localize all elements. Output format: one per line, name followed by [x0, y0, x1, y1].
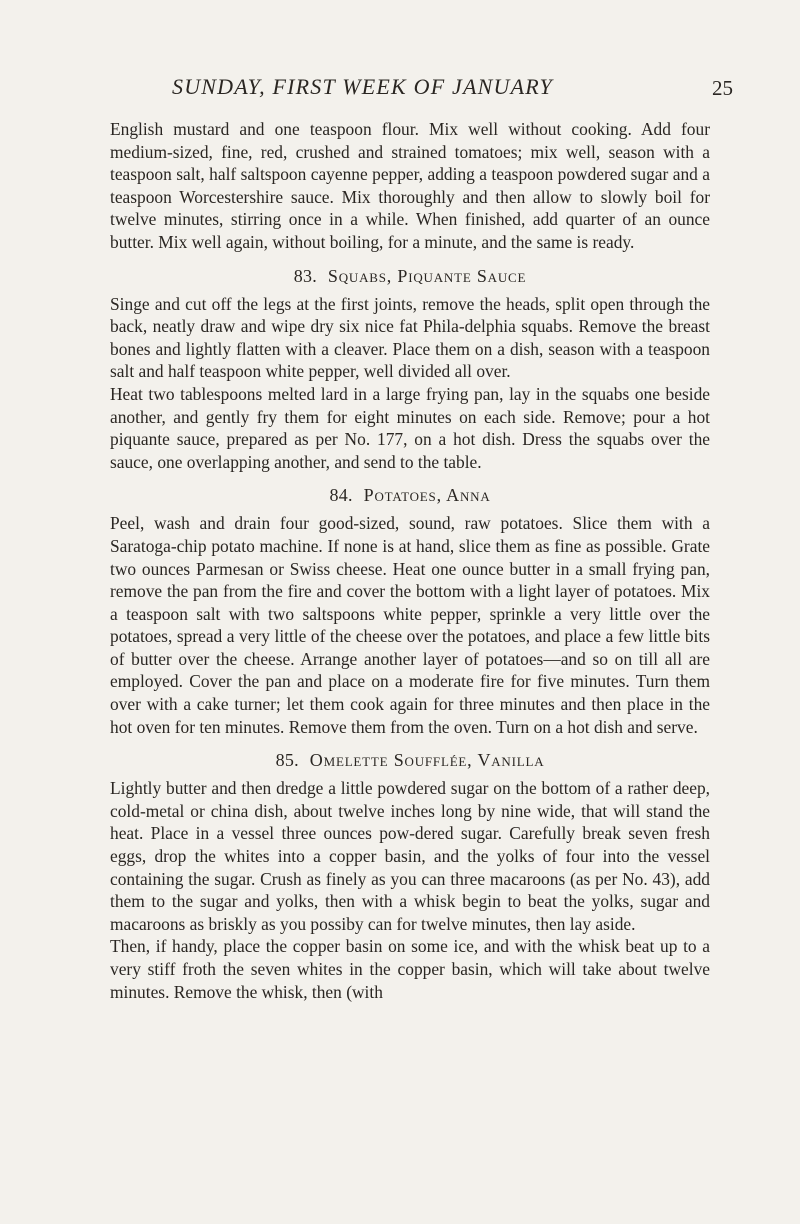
recipe-title: Potatoes, Anna [363, 485, 491, 506]
recipe-number: 85. [275, 750, 299, 771]
recipe-paragraph: Heat two tablespoons melted lard in a large frying pan, lay in the squabs one beside another, and gently fry them for eight minutes on each side. Remove; pour a hot piquante sauce, prepared as per No. 177, on a hot dish. Dress the squabs over the sauce, one overlapping another, and send to the table. [110, 383, 710, 472]
recipe-paragraph: Lightly butter and then dredge a little powdered sugar on the bottom of a rather deep, cold-metal or china dish, about twelve inches long by nine wide, that will stand the heat. Place in a vessel three ounces pow-dered sugar. Carefully break seven fresh eggs, drop the whites into a copper basin, and the yolks of four into the vessel containing the sugar. Crush as finely as you can three macaroons (as per No. 43), add them to the sugar and yolks, then with a whisk begin to beat the yolks, sugar and macaroons as briskly as you possiby can for twelve minutes, then lay aside. [110, 778, 710, 934]
running-head [0, 74, 800, 106]
recipe-paragraph: Then, if handy, place the copper basin on some ice, and with the whisk beat up to a very stiff froth the seven whites in the copper basin, which will take about twelve minutes. Remove the whisk, then (with [110, 936, 710, 1002]
recipe-heading [110, 485, 710, 506]
page-number: 25 [712, 76, 733, 100]
recipe-paragraph: Peel, wash and drain four good-sized, sound, raw potatoes. Slice them with a Saratoga-chip potato machine. If none is at hand, slice them as fine as possible. Grate two ounces Parmesan or Swiss cheese. Heat one ounce butter in a small frying pan, remove the pan from the fire and cover the bottom with a light layer of potatoes. Mix a teaspoon salt with two saltspoons white pepper, sprinkle a very little over the potatoes, spread a very little of the cheese over the potatoes, and place a few little bits of butter over the cheese. Arrange another layer of potatoes—and so on till all are employed. Cover the pan and place on a moderate fire for five minutes. Turn them over with a cake turner; let them cook again for three minutes and then place in the hot oven for ten minutes. Remove them from the oven. Turn on a hot dish and serve. [110, 513, 710, 737]
recipe-heading [110, 750, 710, 771]
recipe-heading [110, 266, 710, 287]
recipe-number: 83. [293, 265, 318, 286]
recipe-title: Omelette Soufflée, Vanilla [309, 750, 545, 771]
recipe-paragraph: Singe and cut off the legs at the first joints, remove the heads, split open through the back, neatly draw and wipe dry six nice fat Phila-delphia squabs. Remove the breast bones and lightly flatten with a cleaver. Place them on a dish, season with a teaspoon salt and half teaspoon white pepper, well divided all over. [110, 293, 710, 382]
intro-paragraph: English mustard and one teaspoon flour. Mix well without cooking. Add four medium-sized, fine, red, crushed and strained tomatoes; mix well, season with a teaspoon salt, half saltspoon cayenne pepper, adding a teaspoon powdered sugar and a teaspoon Worcestershire sauce. Mix thoroughly and then allow to slowly boil for twelve minutes, stirring once in a while. When finished, add quarter of an ounce butter. Mix well again, without boiling, for a minute, and the same is ready. [110, 119, 710, 252]
body-text [110, 118, 710, 1003]
running-title: SUNDAY, FIRST WEEK OF JANUARY [172, 74, 553, 99]
recipe-number: 84. [329, 485, 353, 506]
recipe-title: Squabs, Piquante Sauce [327, 265, 527, 286]
